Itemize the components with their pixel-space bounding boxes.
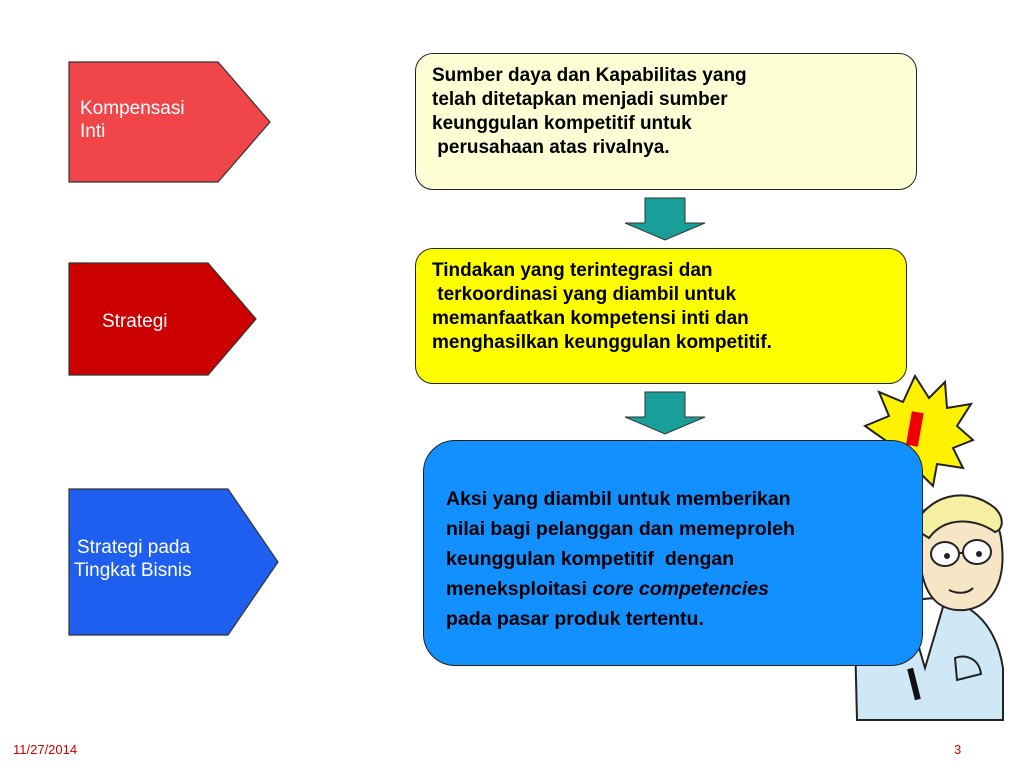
box-aksi: Aksi yang diambil untuk memberikan nilai bagi pelanggan dan memeproleh keunggulan kompetitif dengan meneksploitasi core competencies pada pasar produk tertentu.	[423, 440, 923, 666]
box-sumber-daya: Sumber daya dan Kapabilitas yang telah ditetapkan menjadi sumber keunggulan kompetitif untuk perusahaan atas rivalnya.	[415, 53, 917, 190]
chevron-kompensasi-inti	[68, 61, 272, 183]
chevron-label: Kompensasi Inti	[80, 98, 185, 142]
chevron-label: Strategi	[102, 311, 168, 332]
chevron-strategi-bisnis	[68, 488, 280, 636]
slide-date: 11/27/2014	[13, 742, 78, 757]
box-tindakan: Tindakan yang terintegrasi dan terkoordinasi yang diambil untuk memanfaatkan kompetensi inti dan menghasilkan keunggulan kompetitif.	[415, 248, 907, 384]
chevron-label: Strategi pada Tingkat Bisnis	[74, 537, 192, 581]
down-arrow-icon	[623, 197, 707, 246]
chevron-strategi	[68, 262, 258, 376]
down-arrow-icon	[623, 391, 707, 440]
page-number: 3	[954, 742, 962, 757]
